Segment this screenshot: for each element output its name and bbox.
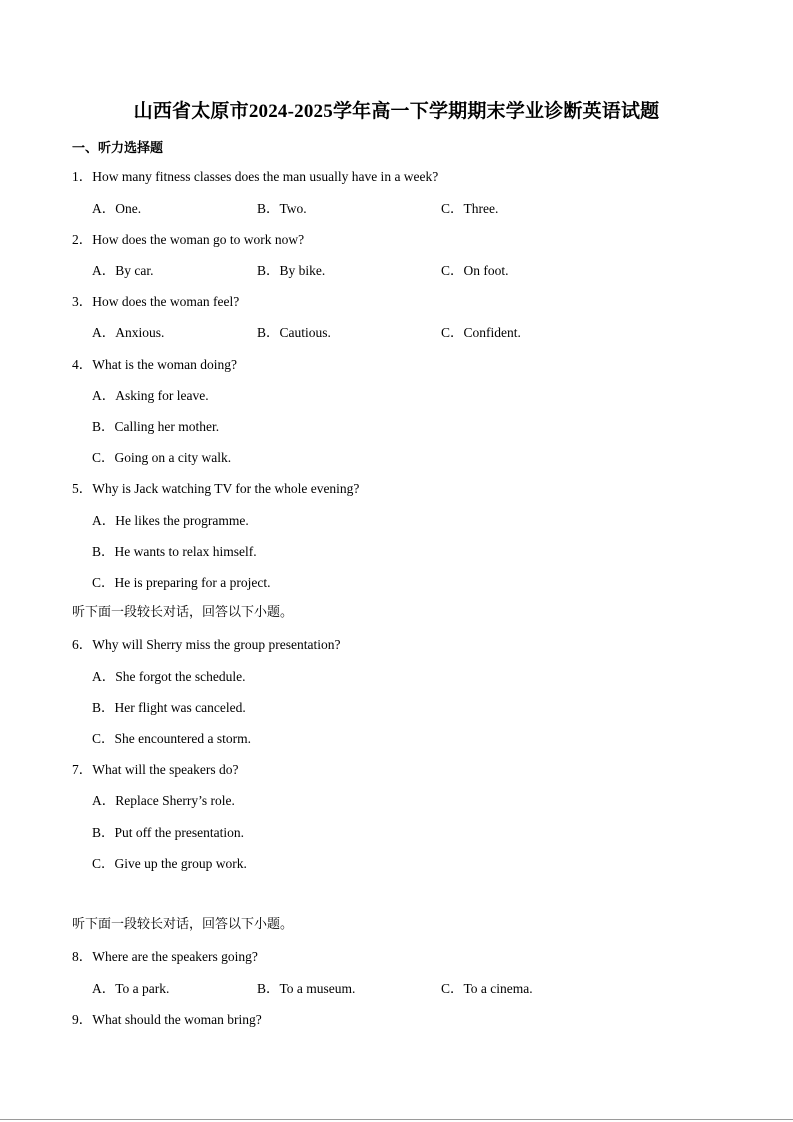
section-heading: 一、听力选择题 [72, 140, 164, 155]
question-1: 1．How many fitness classes does the man usually have in a week? [72, 169, 439, 184]
page-divider [0, 1119, 793, 1120]
q4-option-a: A．Asking for leave. [92, 388, 209, 403]
q8-option-c: C．To a cinema. [441, 981, 533, 996]
instruction-note: 听下面一段较长对话，回答以下小题。 [72, 916, 294, 931]
q2-option-b: B．By bike. [257, 263, 326, 278]
q6-option-b: B．Her flight was canceled. [92, 700, 246, 715]
question-9: 9．What should the woman bring? [72, 1012, 262, 1027]
q8-option-a: A．To a park. [92, 981, 170, 996]
q1-option-b: B．Two. [257, 201, 307, 216]
q4-option-c: C．Going on a city walk. [92, 450, 232, 465]
page-title: 山西省太原市2024-2025学年高一下学期期末学业诊断英语试题 [133, 101, 660, 122]
q8-option-b: B．To a museum. [257, 981, 356, 996]
instruction-note: 听下面一段较长对话，回答以下小题。 [72, 604, 294, 619]
q2-option-a: A．By car. [92, 263, 154, 278]
question-6: 6．Why will Sherry miss the group presentation? [72, 637, 341, 652]
q3-option-a: A．Anxious. [92, 325, 165, 340]
q7-option-c: C．Give up the group work. [92, 856, 247, 871]
q7-option-a: A．Replace Sherry’s role. [92, 793, 235, 808]
q5-option-c: C．He is preparing for a project. [92, 575, 271, 590]
q2-option-c: C．On foot. [441, 263, 509, 278]
question-5: 5．Why is Jack watching TV for the whole evening? [72, 481, 360, 496]
question-7: 7．What will the speakers do? [72, 762, 239, 777]
q1-option-a: A．One. [92, 201, 142, 216]
q5-option-b: B．He wants to relax himself. [92, 544, 257, 559]
q6-option-a: A．She forgot the schedule. [92, 669, 246, 684]
question-2: 2．How does the woman go to work now? [72, 232, 305, 247]
question-3: 3．How does the woman feel? [72, 294, 240, 309]
question-4: 4．What is the woman doing? [72, 357, 237, 372]
question-8: 8．Where are the speakers going? [72, 949, 258, 964]
q3-option-c: C．Confident. [441, 325, 521, 340]
q1-option-c: C．Three. [441, 201, 499, 216]
q3-option-b: B．Cautious. [257, 325, 331, 340]
q4-option-b: B．Calling her mother. [92, 419, 220, 434]
q6-option-c: C．She encountered a storm. [92, 731, 251, 746]
q5-option-a: A．He likes the programme. [92, 513, 249, 528]
q7-option-b: B．Put off the presentation. [92, 825, 244, 840]
